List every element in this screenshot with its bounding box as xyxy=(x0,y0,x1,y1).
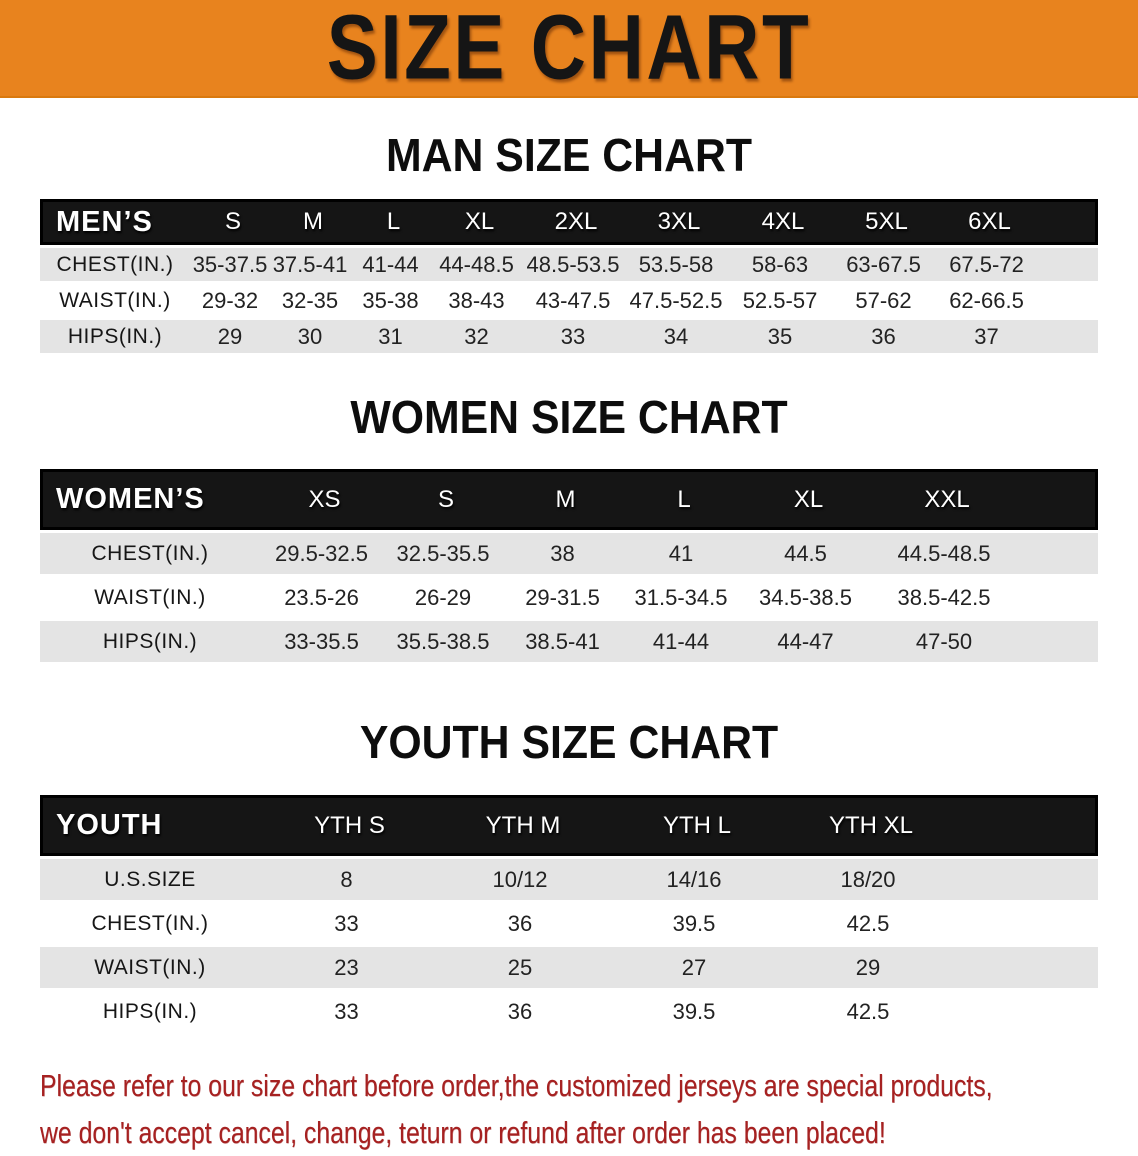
table-cell: 44.5 xyxy=(784,540,827,566)
table-cell: 35-38 xyxy=(362,287,419,313)
table-corner-label: YOUTH xyxy=(56,809,163,841)
column-header: L xyxy=(677,485,691,513)
men-size-chart-section xyxy=(0,128,1138,353)
section-heading-youth: YOUTH SIZE CHART xyxy=(359,716,779,768)
column-header: XXL xyxy=(924,485,970,513)
column-header: 5XL xyxy=(865,208,908,235)
table-cell: 36 xyxy=(871,323,896,349)
table-cell: 32 xyxy=(464,323,489,349)
table-cell: 29.5-32.5 xyxy=(275,540,368,566)
table-cell: 44.5-48.5 xyxy=(897,540,991,566)
table-row xyxy=(40,859,1098,900)
row-label: CHEST(IN.) xyxy=(91,911,209,935)
table-cell: 47-50 xyxy=(915,628,973,654)
table-cell: 29-31.5 xyxy=(525,584,600,610)
table-row xyxy=(40,947,1098,988)
table-cell: 57-62 xyxy=(855,287,912,313)
size-charts-container xyxy=(0,128,1138,1032)
size-chart-banner xyxy=(0,0,1138,98)
table-cell: 48.5-53.5 xyxy=(526,251,620,277)
column-header: S xyxy=(437,485,454,513)
banner-title: SIZE CHART xyxy=(326,0,812,100)
table-cell: 63-67.5 xyxy=(846,251,921,277)
table-cell: 32.5-35.5 xyxy=(396,540,490,566)
table-cell: 41-44 xyxy=(362,251,419,277)
table-cell: 35.5-38.5 xyxy=(396,628,490,654)
youth-size-table xyxy=(40,795,1098,1032)
table-cell: 62-66.5 xyxy=(949,287,1024,313)
table-cell: 29 xyxy=(855,954,881,980)
table-row xyxy=(40,991,1098,1032)
table-cell: 33 xyxy=(560,323,586,349)
row-label: CHEST(IN.) xyxy=(56,252,174,276)
men-table-header-row xyxy=(40,199,1098,245)
disclaimer-line-1: Please refer to our size chart before order,the customized jerseys are special products, xyxy=(40,1068,993,1103)
table-cell: 31.5-34.5 xyxy=(634,584,728,610)
table-cell: 36 xyxy=(507,910,533,936)
row-label: WAIST(IN.) xyxy=(59,288,171,312)
table-cell: 25 xyxy=(507,954,533,980)
column-header: L xyxy=(386,208,401,235)
table-cell: 32-35 xyxy=(281,287,339,313)
section-heading-men: MAN SIZE CHART xyxy=(385,129,752,181)
table-cell: 37.5-41 xyxy=(272,251,348,277)
table-cell: 44-48.5 xyxy=(439,251,514,277)
table-cell: 34 xyxy=(663,323,689,349)
table-cell: 41-44 xyxy=(652,628,710,654)
table-cell: 23.5-26 xyxy=(284,584,359,610)
column-header: 2XL xyxy=(554,208,598,235)
table-cell: 30 xyxy=(297,323,323,349)
table-cell: 47.5-52.5 xyxy=(629,287,723,313)
column-header: 4XL xyxy=(761,208,805,235)
table-row xyxy=(40,284,1098,317)
row-label: U.S.SIZE xyxy=(104,867,196,891)
column-header: YTH M xyxy=(485,811,561,839)
table-cell: 58-63 xyxy=(751,251,809,277)
column-header: S xyxy=(224,208,241,235)
column-header: YTH L xyxy=(662,811,731,839)
column-header: M xyxy=(303,208,323,235)
table-cell: 41 xyxy=(668,540,694,566)
row-label: HIPS(IN.) xyxy=(67,324,163,348)
disclaimer-line-2: we don't accept cancel, change, teturn or refund after order has been placed! xyxy=(40,1115,886,1150)
column-header: 6XL xyxy=(968,208,1011,235)
table-cell: 10/12 xyxy=(492,866,548,892)
row-label: HIPS(IN.) xyxy=(102,999,198,1023)
table-cell: 23 xyxy=(334,954,359,980)
table-corner-label: WOMEN’S xyxy=(56,483,205,515)
row-label: WAIST(IN.) xyxy=(94,585,206,609)
table-cell: 31 xyxy=(378,323,403,349)
table-cell: 36 xyxy=(507,998,533,1024)
section-heading-women: WOMEN SIZE CHART xyxy=(350,391,788,443)
column-header: XS xyxy=(308,485,341,513)
table-cell: 38.5-42.5 xyxy=(897,584,991,610)
women-size-chart-section xyxy=(0,390,1138,662)
table-cell: 26-29 xyxy=(414,584,472,610)
table-cell: 42.5 xyxy=(846,910,890,936)
column-header: M xyxy=(555,485,576,513)
men-size-table xyxy=(40,199,1098,353)
table-cell: 35-37.5 xyxy=(192,251,268,277)
column-header: XL xyxy=(464,208,495,235)
women-size-table xyxy=(40,469,1098,662)
column-header: YTH S xyxy=(314,811,385,839)
table-cell: 29-32 xyxy=(201,287,259,313)
table-cell: 43-47.5 xyxy=(535,287,611,313)
table-row xyxy=(40,533,1098,574)
table-cell: 18/20 xyxy=(840,866,896,892)
row-label: CHEST(IN.) xyxy=(91,541,209,565)
table-cell: 35 xyxy=(767,323,793,349)
table-cell: 44-47 xyxy=(777,628,834,654)
row-label: WAIST(IN.) xyxy=(94,955,206,979)
table-row xyxy=(40,903,1098,944)
table-cell: 14/16 xyxy=(666,866,722,892)
table-cell: 33 xyxy=(334,910,359,936)
table-cell: 39.5 xyxy=(672,910,716,936)
table-cell: 38 xyxy=(550,540,575,566)
youth-table-header-row xyxy=(40,795,1098,856)
table-row xyxy=(40,320,1098,353)
table-cell: 33 xyxy=(334,998,359,1024)
table-cell: 52.5-57 xyxy=(742,287,818,313)
table-row xyxy=(40,577,1098,618)
column-header: 3XL xyxy=(657,208,701,235)
table-row xyxy=(40,248,1098,281)
table-cell: 29 xyxy=(217,323,243,349)
youth-size-chart-section xyxy=(0,715,1138,1032)
table-cell: 8 xyxy=(340,866,353,892)
table-cell: 33-35.5 xyxy=(284,628,359,654)
women-table-header-row xyxy=(40,469,1098,530)
order-disclaimer xyxy=(40,1062,1138,1156)
table-row xyxy=(40,621,1098,662)
column-header: YTH XL xyxy=(828,811,914,839)
table-cell: 38.5-41 xyxy=(525,628,600,654)
table-cell: 38-43 xyxy=(448,287,505,313)
table-cell: 34.5-38.5 xyxy=(759,584,852,610)
table-cell: 39.5 xyxy=(672,998,716,1024)
table-cell: 53.5-58 xyxy=(638,251,714,277)
table-cell: 27 xyxy=(681,954,707,980)
table-cell: 42.5 xyxy=(846,998,890,1024)
table-cell: 67.5-72 xyxy=(949,251,1024,277)
column-header: XL xyxy=(793,485,824,513)
table-cell: 37 xyxy=(974,323,999,349)
table-corner-label: MEN’S xyxy=(56,205,153,238)
row-label: HIPS(IN.) xyxy=(102,629,198,653)
